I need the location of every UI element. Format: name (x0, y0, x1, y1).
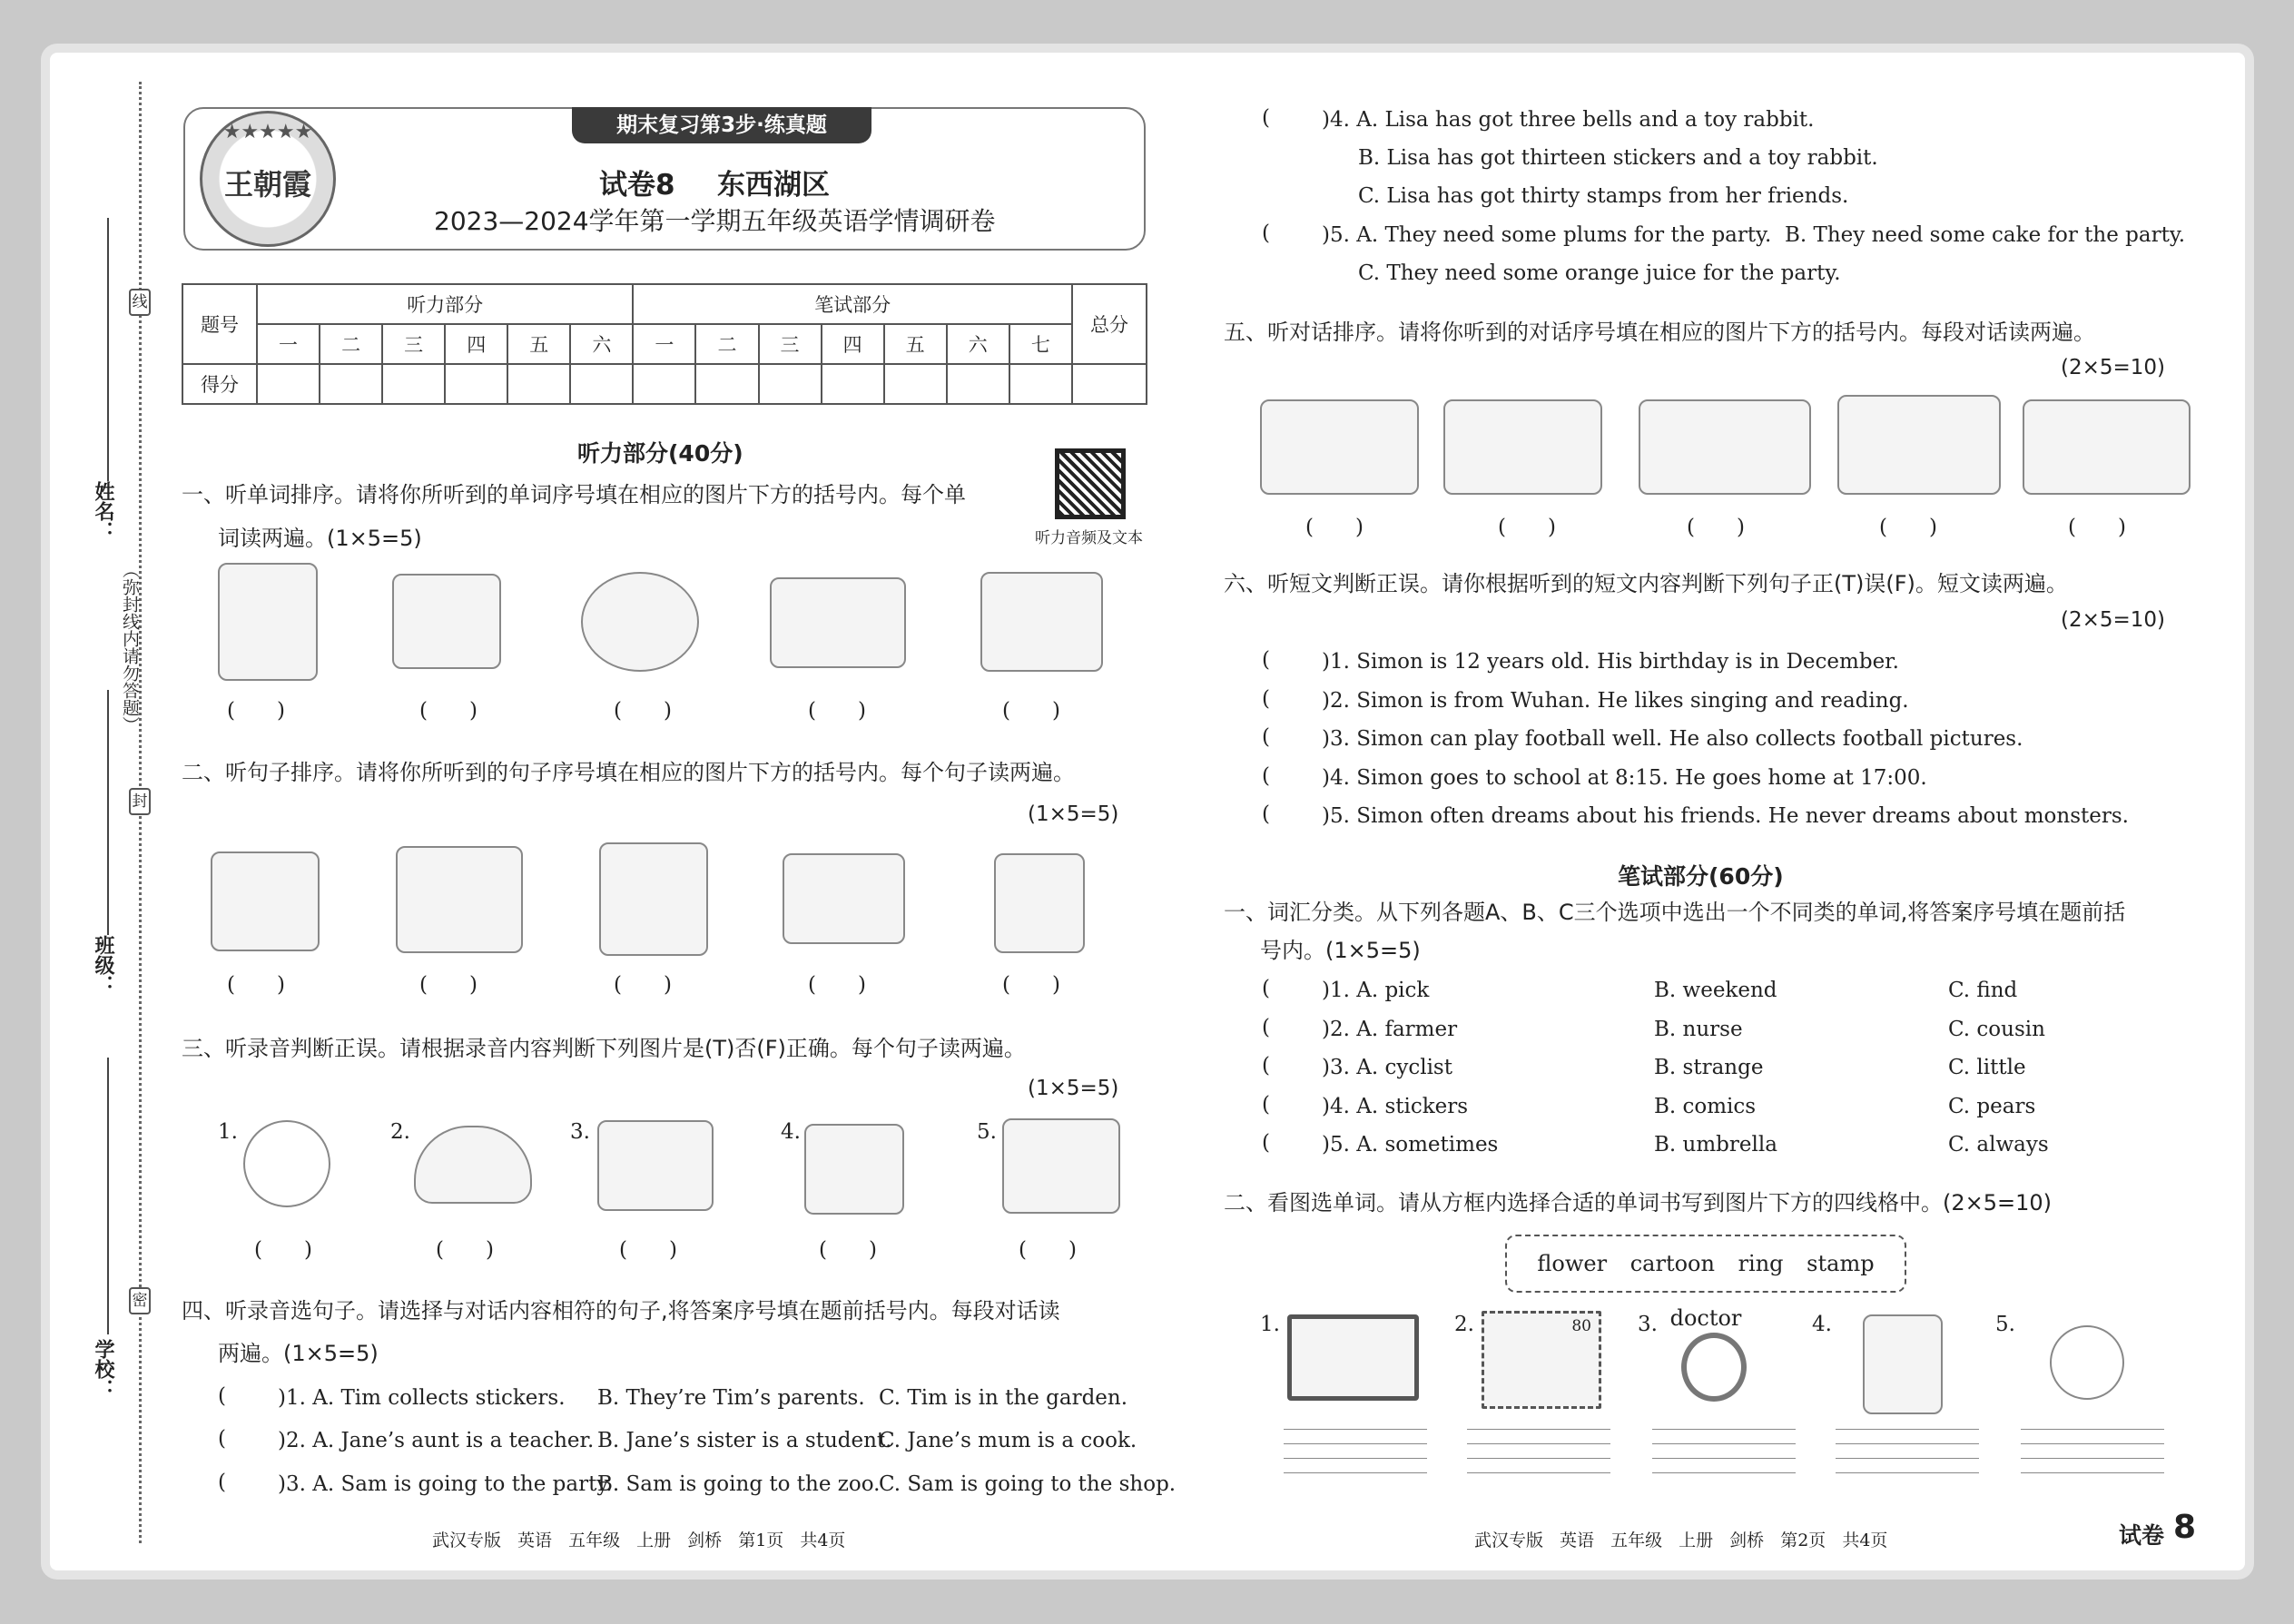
writing-line[interactable] (2021, 1429, 2164, 1430)
s4-q1-c: C. Tim is in the garden. (879, 1386, 1128, 1410)
s6-q4: )4. Simon goes to school at 8:15. He goes home at 17:00. (1322, 766, 1927, 790)
writing-line[interactable] (2021, 1458, 2164, 1459)
stamp-picture (1482, 1311, 1601, 1409)
footer-right: 武汉专版 英语 五年级 上册 剑桥 第2页 共4页 (1474, 1530, 1888, 1550)
answer-blank[interactable]: ( ) (619, 1238, 677, 1262)
col-w7: 七 (1009, 324, 1072, 364)
doctor-picture (1863, 1314, 1943, 1414)
writing-line[interactable] (1836, 1443, 1979, 1444)
writing-title: 笔试部分(60分) (1618, 863, 1784, 890)
w1-q4-b: B. comics (1654, 1095, 1757, 1118)
ring-picture (1681, 1333, 1747, 1402)
writing-line[interactable] (1467, 1458, 1610, 1459)
score-cell[interactable] (257, 364, 320, 404)
girl-picture (396, 846, 523, 953)
answer-blank[interactable]: ( (218, 1427, 226, 1451)
row-score: 得分 (182, 364, 257, 404)
writing-line[interactable] (1652, 1458, 1796, 1459)
man-bird-picture (1002, 1118, 1120, 1214)
col-l3: 三 (382, 324, 445, 364)
runner-picture (994, 853, 1085, 953)
s4-q1-a: )1. A. Tim collects stickers. (278, 1386, 566, 1410)
writing-line[interactable] (1836, 1472, 1979, 1473)
w1-q3-c: C. little (1948, 1056, 2026, 1079)
col-w1: 一 (633, 324, 695, 364)
writing-line[interactable] (1652, 1429, 1796, 1430)
train-picture (770, 577, 906, 668)
answer-blank[interactable]: ( ) (1498, 516, 1556, 539)
word-box: flower cartoon ring stamp doctor (1505, 1235, 1906, 1293)
w1-q1-a: )1. A. pick (1322, 979, 1430, 1002)
w2-instruction: 二、看图选单词。请从方框内选择合适的单词书写到图片下方的四线格中。(2×5=10) (1224, 1190, 2053, 1216)
writing-line[interactable] (1836, 1429, 1979, 1430)
answer-blank[interactable]: ( (1262, 725, 1270, 749)
item-number: 5. (1995, 1313, 2015, 1336)
writing-line[interactable] (2021, 1472, 2164, 1473)
answer-blank[interactable]: ( ) (419, 699, 478, 723)
item-number: 4. (781, 1120, 801, 1144)
answer-blank[interactable]: ( ) (227, 973, 285, 997)
w1-q5-c: C. always (1948, 1133, 2049, 1156)
footer-paper-number: 8 (2173, 1509, 2197, 1546)
answer-blank[interactable]: ( ) (2068, 516, 2126, 539)
s4-q5-a: )5. A. They need some plums for the party. (1322, 223, 1772, 247)
logo-text: 王朝霞 (223, 167, 311, 202)
col-l5: 五 (507, 324, 570, 364)
s6-q2: )2. Simon is from Wuhan. He likes singing and reading. (1322, 689, 1909, 713)
name-field[interactable] (107, 218, 109, 481)
col-l4: 四 (445, 324, 507, 364)
w1-q2-c: C. cousin (1948, 1018, 2045, 1041)
answer-blank[interactable]: ( ) (1002, 699, 1060, 723)
answer-blank[interactable]: ( ) (819, 1238, 877, 1262)
seal-notice: （弥封线内请勿答题） (120, 561, 140, 733)
s4-q3-c: C. Sam is going to the shop. (879, 1472, 1177, 1496)
answer-blank[interactable]: ( ) (1305, 516, 1364, 539)
score-cell[interactable] (1009, 364, 1072, 404)
sweets-picture (804, 1124, 904, 1215)
col-l6: 六 (570, 324, 633, 364)
clock-picture (243, 1120, 330, 1207)
writing-line[interactable] (1652, 1443, 1796, 1444)
col-w4: 四 (822, 324, 884, 364)
score-cell[interactable] (382, 364, 445, 404)
district: 东西湖区 (717, 169, 830, 202)
answer-blank[interactable]: ( (218, 1384, 226, 1408)
writing-line[interactable] (1652, 1472, 1796, 1473)
writing-line[interactable] (1284, 1429, 1427, 1430)
item-number: 3. (1638, 1313, 1658, 1336)
writing-line[interactable] (1836, 1458, 1979, 1459)
score-cell[interactable] (695, 364, 758, 404)
paper-number: 试卷8 (599, 169, 675, 202)
s6-q3: )3. Simon can play football well. He also collects football pictures. (1322, 727, 2023, 751)
dialogue3-picture (1639, 399, 1811, 495)
writing-line[interactable] (1284, 1458, 1427, 1459)
answer-blank[interactable]: ( ) (808, 973, 866, 997)
w1-q1-b: B. weekend (1654, 979, 1777, 1002)
footer-left: 武汉专版 英语 五年级 上册 剑桥 第1页 共4页 (432, 1530, 846, 1550)
w1-q4-a: )4. A. stickers (1322, 1095, 1469, 1118)
s6-q5: )5. Simon often dreams about his friends. He never dreams about monsters. (1322, 804, 2129, 828)
section6-score: (2×5=10) (2061, 608, 2166, 632)
header-total: 总分 (1072, 284, 1147, 364)
class-field[interactable] (107, 690, 109, 935)
w1-q2-b: B. nurse (1654, 1018, 1743, 1041)
col-l1: 一 (257, 324, 320, 364)
section4-instruction: 四、听录音选句子。请选择与对话内容相符的句子,将答案序号填在题前括号内。每段对话读 (182, 1298, 1060, 1324)
w1-q5-a: )5. A. sometimes (1322, 1133, 1499, 1156)
answer-blank[interactable]: ( ) (254, 1238, 312, 1262)
writing-line[interactable] (1467, 1472, 1610, 1473)
section6-instruction: 六、听短文判断正误。请你根据听到的短文内容判断下列句子正(T)误(F)。短文读两遍。 (1224, 571, 2068, 596)
paper-title: 2023—2024学年第一学期五年级英语学情调研卷 (434, 206, 996, 236)
score-cell[interactable] (320, 364, 382, 404)
flower-picture (2050, 1325, 2124, 1400)
col-w5: 五 (884, 324, 947, 364)
answer-blank[interactable]: ( ) (1019, 1238, 1077, 1262)
s6-q1: )1. Simon is 12 years old. His birthday is in December. (1322, 650, 1899, 674)
section4-instruction-cont: 两遍。(1×5=5) (218, 1341, 379, 1366)
answer-blank[interactable]: ( ) (1879, 516, 1937, 539)
dialogue4-picture (1837, 395, 2001, 495)
col-w2: 二 (695, 324, 758, 364)
col-l2: 二 (320, 324, 382, 364)
postcards-picture (392, 574, 501, 669)
score-table (182, 283, 1147, 405)
score-cell[interactable] (822, 364, 884, 404)
answer-blank[interactable]: ( (1262, 1093, 1270, 1117)
score-cell[interactable] (570, 364, 633, 404)
answer-blank[interactable]: ( (1262, 648, 1270, 672)
answer-blank[interactable]: ( ) (614, 699, 672, 723)
item-number: 1. (218, 1120, 238, 1144)
answer-blank[interactable]: ( (1262, 687, 1270, 711)
answer-blank[interactable]: ( ) (227, 699, 285, 723)
answer-blank[interactable]: ( (1262, 106, 1270, 130)
section3-score: (1×5=5) (1028, 1077, 1119, 1100)
total-cell[interactable] (1072, 364, 1147, 404)
dialogue5-picture (2023, 399, 2191, 495)
col-w3: 三 (759, 324, 822, 364)
s4-q4-c: C. Lisa has got thirty stamps from her friends. (1358, 184, 1849, 208)
bracelet-picture (581, 572, 699, 672)
footer-paper-label: 试卷 (2119, 1522, 2165, 1549)
item-number: 2. (390, 1120, 410, 1144)
item-number: 4. (1812, 1313, 1832, 1336)
s4-q4-b: B. Lisa has got thirteen stickers and a toy rabbit. (1358, 146, 1878, 170)
stars-icon: ★★★★★ (222, 121, 313, 143)
item-number: 3. (570, 1120, 590, 1144)
binding-mark-seal: 封 (129, 788, 151, 815)
section2-score: (1×5=5) (1028, 802, 1119, 826)
header-writing: 笔试部分 (633, 284, 1072, 324)
class-label: 班级： (92, 935, 114, 995)
party-picture (980, 572, 1103, 672)
answer-blank[interactable]: ( (1262, 221, 1270, 245)
w1-q1-c: C. find (1948, 979, 2018, 1002)
answer-blank[interactable]: ( ) (436, 1238, 494, 1262)
w1-instruction-cont: 号内。(1×5=5) (1260, 938, 1421, 963)
s4-q2-b: B. Jane’s sister is a student. (597, 1429, 892, 1452)
answer-blank[interactable]: ( (1262, 802, 1270, 826)
answer-blank[interactable]: ( (1262, 1016, 1270, 1039)
dialogue2-picture (1443, 399, 1602, 495)
w1-q3-a: )3. A. cyclist (1322, 1056, 1452, 1079)
answer-blank[interactable]: ( (218, 1471, 226, 1494)
score-cell[interactable] (759, 364, 822, 404)
header-listening: 听力部分 (257, 284, 633, 324)
stamp-value: 80 (1571, 1317, 1591, 1335)
answer-blank[interactable]: ( ) (614, 973, 672, 997)
w1-instruction: 一、词汇分类。从下列各题A、B、C三个选项中选出一个不同类的单词,将答案序号填在题前括 (1224, 900, 2126, 925)
score-cell[interactable] (507, 364, 570, 404)
name-label: 姓名： (92, 481, 114, 541)
answer-blank[interactable]: ( (1262, 977, 1270, 1000)
writing-line[interactable] (1284, 1472, 1427, 1473)
answer-blank[interactable]: ( (1262, 1131, 1270, 1155)
header-question-no: 题号 (182, 284, 257, 364)
section1-instruction-cont: 词读两遍。(1×5=5) (218, 526, 422, 551)
qr-label: 听力音频及文本 (1035, 529, 1143, 547)
answer-blank[interactable]: ( ) (808, 699, 866, 723)
dialogue1-picture (1260, 399, 1419, 495)
writing-line[interactable] (1284, 1443, 1427, 1444)
series-banner: 期末复习第3步·练真题 (572, 107, 871, 143)
toys-picture (599, 842, 708, 956)
listening-title: 听力部分(40分) (577, 440, 743, 467)
qr-code-icon[interactable] (1055, 448, 1126, 519)
answer-blank[interactable]: ( ) (1002, 973, 1060, 997)
section2-instruction: 二、听句子排序。请将你所听到的句子序号填在相应的图片下方的括号内。每个句子读两遍。 (182, 760, 1075, 785)
item-number: 5. (977, 1120, 997, 1144)
binding-mark-secret: 密 (129, 1287, 151, 1314)
s4-q1-b: B. They’re Tim’s parents. (597, 1386, 865, 1410)
score-cell[interactable] (884, 364, 947, 404)
soldier-picture (218, 563, 318, 681)
score-cell[interactable] (445, 364, 507, 404)
tv-cartoon-picture (1287, 1314, 1419, 1401)
binding-mark-line: 线 (129, 289, 151, 316)
s4-q3-b: B. Sam is going to the zoo. (597, 1472, 881, 1496)
s4-q5-c: C. They need some orange juice for the party. (1358, 261, 1841, 285)
s4-q2-c: C. Jane’s mum is a cook. (879, 1429, 1137, 1452)
s4-q3-a: )3. A. Sam is going to the party. (278, 1472, 613, 1496)
w1-q3-b: B. strange (1654, 1056, 1764, 1079)
w1-q4-c: C. pears (1948, 1095, 2036, 1118)
tangram-picture (211, 851, 320, 951)
w1-q5-b: B. umbrella (1654, 1133, 1777, 1156)
item-number: 2. (1454, 1313, 1474, 1336)
score-cell[interactable] (947, 364, 1009, 404)
score-cell[interactable] (633, 364, 695, 404)
writing-line[interactable] (1467, 1429, 1610, 1430)
w1-q2-a: )2. A. farmer (1322, 1018, 1458, 1041)
s4-q4-a: )4. A. Lisa has got three bells and a toy rabbit. (1322, 108, 1815, 132)
s4-q2-a: )2. A. Jane’s aunt is a teacher. (278, 1429, 595, 1452)
brand-logo (200, 111, 336, 247)
school-field[interactable] (107, 1058, 109, 1334)
school-label: 学校： (92, 1339, 114, 1399)
taxi-picture (597, 1120, 714, 1211)
section1-instruction: 一、听单词排序。请将你所听到的单词序号填在相应的图片下方的括号内。每个单 (182, 482, 966, 507)
writing-line[interactable] (2021, 1443, 2164, 1444)
answer-blank[interactable]: ( (1262, 764, 1270, 788)
shells-picture (783, 853, 905, 944)
section5-instruction: 五、听对话排序。请将你听到的对话序号填在相应的图片下方的括号内。每段对话读两遍。 (1224, 320, 2095, 345)
section5-score: (2×5=10) (2061, 356, 2166, 379)
col-w6: 六 (947, 324, 1009, 364)
answer-blank[interactable]: ( ) (1687, 516, 1745, 539)
answer-blank[interactable]: ( (1262, 1054, 1270, 1078)
s4-q5-b: B. They need some cake for the party. (1785, 223, 2186, 247)
writing-line[interactable] (1467, 1443, 1610, 1444)
answer-blank[interactable]: ( ) (419, 973, 478, 997)
section3-instruction: 三、听录音判断正误。请根据录音内容判断下列图片是(T)否(F)正确。每个句子读两遍。 (182, 1036, 1026, 1061)
item-number: 1. (1260, 1313, 1280, 1336)
